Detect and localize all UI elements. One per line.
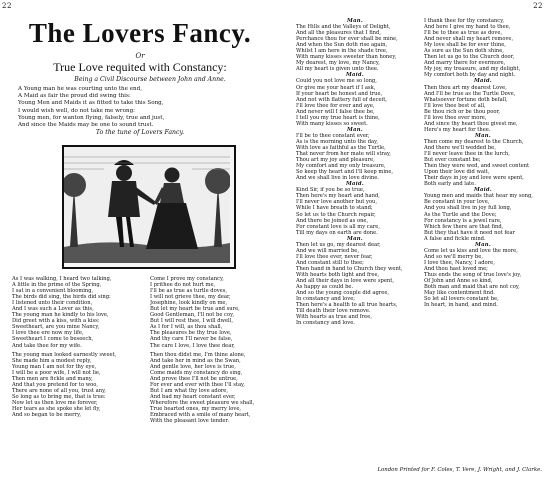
verse-column-2 bbox=[150, 276, 282, 424]
speaker-label: Maid. bbox=[473, 187, 492, 194]
speaker-label: Man. bbox=[475, 132, 491, 139]
intro-line: A Young man he was courting unto the end, bbox=[18, 86, 143, 92]
verse-line: As I was walking, I heard two talking, bbox=[12, 276, 112, 282]
verse-line: As is the morning unto the day, bbox=[296, 138, 378, 145]
verse-line: And marry there for evermore, bbox=[424, 60, 506, 67]
verse-line: I thank thee for thy constancy, bbox=[424, 18, 505, 24]
verse-line: If your heart be honest and true, bbox=[296, 90, 383, 97]
verse-line: Sweetheart, are you mine Nancy, bbox=[12, 324, 100, 331]
verse-line: Till death their love remove. bbox=[296, 308, 371, 315]
verse-line: With many kisses sweeter than honey, bbox=[296, 54, 397, 61]
verse-line: With the pleasant love tender. bbox=[150, 418, 229, 425]
verse-line: Then they were wed, and sweet content bbox=[424, 163, 530, 170]
verse-line: Here's my heart for thee. bbox=[424, 126, 491, 133]
ballad-title: The Lovers Fancy. bbox=[28, 18, 252, 48]
verse-line: Whatsoever fortune doth befall, bbox=[424, 96, 508, 103]
verse-line: Her tears as she spoke she let fly, bbox=[12, 405, 101, 412]
verse-line: There are none of all you, trust any, bbox=[12, 387, 106, 394]
verse-line: And we shall live in love divine. bbox=[296, 175, 379, 182]
verse-line: I prithee do not hurt me, bbox=[150, 282, 216, 289]
verse-line: Then let us go, my dearest dear, bbox=[296, 241, 381, 248]
verse-line: That never from her mate will stray, bbox=[296, 151, 391, 158]
verse-line: I'll be as true as turtle doves, bbox=[150, 288, 228, 295]
verse-line: Then here's a health to all true hearts, bbox=[296, 302, 398, 309]
verse-line: My love shall be for ever thine, bbox=[424, 42, 506, 49]
verse-line: I'll never leave thee in the lurch, bbox=[424, 151, 510, 158]
speaker-label: Man. bbox=[347, 235, 363, 242]
verse-line: The pleasures be thy true love, bbox=[150, 330, 232, 337]
verse-line: Of John and Anne so kind, bbox=[424, 278, 493, 285]
verse-line: Whilst I am here in the shade tree, bbox=[296, 48, 388, 55]
ballad-subtitle: True Love requited with Constancy: bbox=[53, 60, 227, 74]
verse-line: But I will rest thee, I will dwell, bbox=[150, 318, 234, 325]
verse-line: May like contentment find. bbox=[424, 290, 495, 297]
verse-line: With love as faithful as the Turtle, bbox=[296, 144, 386, 151]
verse-line: And so we'll merry be, bbox=[424, 253, 483, 260]
verse-line: But I am what thy love adore, bbox=[150, 387, 229, 394]
verse-line: Now let us then love me forever, bbox=[12, 399, 98, 406]
verse-line: I listened unto their condition, bbox=[12, 300, 93, 307]
verse-line: Be thou rich or be thou poor, bbox=[424, 108, 501, 115]
verse-line: And never will I false thee be, bbox=[296, 108, 375, 115]
verse-line: And there we'll wedded be, bbox=[424, 144, 496, 151]
verse-line: So long as to bring me, that is true: bbox=[12, 393, 106, 400]
verse-line: And that you pretend for to woo, bbox=[12, 381, 99, 388]
verse-line: With hearts both light and free, bbox=[296, 271, 380, 278]
verse-line: Then hand in hand to Church they went, bbox=[296, 265, 403, 272]
printer-imprint: London Printed for F. Coles, T. Vere, J. Wright, and J. Clarke. bbox=[377, 467, 542, 473]
verse-line: And thou hast loved me; bbox=[424, 265, 488, 272]
verse-line: Till my days on earth are done. bbox=[296, 229, 378, 236]
verse-line: And never shall my heart remove, bbox=[424, 36, 514, 43]
verse-line: True hearted ones, my merry love, bbox=[150, 405, 242, 412]
speaker-label: Maid. bbox=[473, 78, 492, 85]
verse-line: Or give me your heart if I ask, bbox=[296, 84, 376, 91]
verse-line: And so the young couple did agree, bbox=[296, 290, 390, 297]
verse-line: Good Gentleman, I'll not be coy, bbox=[150, 312, 234, 319]
verse-column-3 bbox=[296, 18, 414, 326]
verse-line: For constant love is all my care, bbox=[296, 223, 381, 230]
verse-line: A little in the prime of the Spring, bbox=[12, 282, 102, 289]
page-number-left: 22 bbox=[2, 2, 12, 10]
intro-line: I would wish well, do not take me wrong: bbox=[18, 107, 136, 114]
verse-line: I'll love thee for ever and aye, bbox=[296, 102, 375, 109]
verse-line: In constancy and love; bbox=[296, 296, 356, 303]
verse-line: And when the Sun doth rise again, bbox=[296, 42, 388, 49]
dialogue-note: Being a Civil Discourse between John and Anne. bbox=[74, 76, 226, 83]
verse-line: Wherefore the sweet pleasure we shall, bbox=[150, 399, 255, 406]
verse-line: I love thee, Nancy, I adore, bbox=[424, 259, 495, 266]
verse-line: Sweetheart I come to beseech, bbox=[12, 336, 94, 343]
verse-line: And bad my heart constant ever, bbox=[150, 393, 236, 400]
verse-line: She made him a modest reply, bbox=[12, 357, 92, 364]
verse-column-4 bbox=[424, 18, 542, 308]
verse-line: And take thee for my wife. bbox=[12, 342, 82, 349]
verse-line: As the Turtle and the Dove; bbox=[424, 211, 497, 218]
verse-line: Josephine, look kindly on me, bbox=[150, 300, 228, 307]
verse-line: But ever constant be; bbox=[424, 157, 481, 164]
verse-line: Then men are fickle and many, bbox=[12, 375, 93, 382]
verse-line: And since thy heart thou givest me, bbox=[424, 120, 518, 127]
verse-line: Come I prove my constancy, bbox=[150, 276, 224, 282]
verse-line: Upon their love did wait, bbox=[424, 169, 490, 176]
verse-line: While I have breath to stand; bbox=[296, 205, 373, 212]
verse-line: Which few there are that find, bbox=[424, 223, 504, 230]
verse-line: As happy as could be. bbox=[296, 284, 354, 291]
woodcut-couple-image bbox=[64, 147, 230, 263]
verse-line: And not with flattery full of deceit, bbox=[296, 96, 387, 103]
verse-column-1 bbox=[12, 276, 144, 418]
verse-line: Then here's my heart and hand, bbox=[296, 193, 380, 200]
verse-line: So let us to the Church repair, bbox=[296, 211, 376, 218]
verse-line: My dearest, my love, my Nancy, bbox=[296, 60, 380, 67]
verse-line: I'll love thee ever more, bbox=[424, 114, 487, 121]
verse-line: Their days in joy and love were spent, bbox=[424, 175, 524, 182]
verse-line: I'll be to thee constant ever, bbox=[296, 132, 370, 139]
verse-line: I will not grieve thee, my dear, bbox=[150, 294, 231, 301]
verse-line: In heart, in hand, and mind. bbox=[424, 302, 498, 309]
verse-line: My comfort and my only treasure, bbox=[296, 163, 386, 170]
speaker-label: Man. bbox=[347, 126, 363, 133]
verse-line: I'll love thee best of all, bbox=[424, 102, 486, 109]
intro-line: And since the Maids may be one to sound trust. bbox=[18, 122, 154, 129]
verse-line: As sure as the Sun doth shine, bbox=[424, 48, 504, 55]
verse-line: Thus ends the song of true love's joy, bbox=[424, 271, 522, 278]
verse-line: And here I give my hand to thee, bbox=[424, 24, 511, 31]
verse-line: Both man and maid that are not coy, bbox=[424, 284, 520, 291]
verse-line: Perchance thou for ever shall be mine, bbox=[296, 36, 398, 43]
verse-line: My comfort both by day and night. bbox=[424, 72, 516, 79]
verse-line: I will be a poor wife, I will not lie, bbox=[12, 369, 101, 376]
verse-line: A false and fickle mind. bbox=[424, 235, 486, 242]
verse-line: With hearts as true and free, bbox=[296, 314, 372, 321]
verse-line: With many kisses so sweet. bbox=[296, 120, 368, 127]
verse-line: I tell you my true heart is thine, bbox=[296, 114, 380, 121]
page-number-right: 22 bbox=[533, 2, 543, 10]
verse-line: The young man looked earnestly sweet, bbox=[12, 351, 117, 358]
speaker-label: Maid. bbox=[345, 72, 364, 79]
speaker-label: Man. bbox=[347, 18, 363, 24]
verse-line: I sat in a convenient blooming, bbox=[12, 288, 94, 295]
verse-line: And we will married be, bbox=[296, 247, 359, 254]
verse-line: But they that have it need not fear bbox=[424, 229, 515, 236]
verse-line: And prove thee I'll not be untrue, bbox=[150, 375, 238, 382]
intro-line: Young Men and Maids it as fitted to take this Song, bbox=[18, 100, 164, 107]
verse-line: And I'll be true as the Turtle Dove, bbox=[424, 90, 516, 97]
verse-line: The young man he kindly to his love, bbox=[12, 312, 109, 319]
verse-line: The Hills and the Valleys of Delight, bbox=[296, 24, 391, 31]
verse-line: The care I love, I love thee dear, bbox=[150, 342, 235, 349]
tune-line: To the tune of Lovers Fancy. bbox=[95, 129, 185, 136]
verse-line: My joy, my treasure, and my delight, bbox=[424, 66, 521, 73]
verse-line: In constancy and love. bbox=[296, 320, 355, 327]
verse-line: I'll never love another but you, bbox=[296, 199, 378, 206]
verse-line: Then come my dearest to the Church, bbox=[424, 138, 524, 145]
verse-line: So let all lovers constant be, bbox=[424, 296, 499, 303]
verse-line: And I was such a Lover as this, bbox=[12, 306, 94, 313]
verse-line: And all the pleasures that I find, bbox=[296, 30, 381, 37]
verse-line: Come let us kiss and love the more, bbox=[424, 247, 518, 254]
verse-line: And you shall live in joy full long, bbox=[424, 205, 512, 212]
verse-line: And there be joined as one, bbox=[296, 217, 369, 224]
verse-line: Thou art my joy and pleasure, bbox=[296, 157, 375, 164]
woodcut-illustration bbox=[62, 145, 236, 269]
verse-line: So keep thy heart and I'll keep mine, bbox=[296, 169, 394, 176]
verse-line: And gentle love, her love is true, bbox=[150, 363, 236, 370]
verse-line: But let my heart be true and sure, bbox=[150, 306, 240, 313]
verse-line: I'll be to thee as true as dove, bbox=[424, 30, 503, 37]
verse-line: Then thou art my dearest Love, bbox=[424, 84, 507, 91]
verse-line: For constancy is a jewel rare, bbox=[424, 217, 502, 224]
verse-line: Be constant in your love, bbox=[424, 199, 490, 206]
verse-line: I love thee ere now my life, bbox=[12, 330, 84, 337]
verse-line: Come maids my constancy do sing, bbox=[150, 369, 243, 376]
intro-line: Young men, for wanton flying, falsely, true and just, bbox=[18, 114, 165, 121]
intro-line: A Maid as fair the proud did swing this: bbox=[18, 93, 131, 100]
intro-verse bbox=[18, 86, 280, 129]
verse-line: Young men and maids that hear my song, bbox=[424, 193, 533, 200]
verse-line: Then thou didst me, I'm thine alone, bbox=[150, 351, 246, 358]
verse-line: As I for I will, as thou shall, bbox=[150, 324, 223, 331]
verse-line: And take her in mind as the Swan, bbox=[150, 357, 241, 364]
verse-line: Embraced with a smile of many heart, bbox=[150, 412, 251, 419]
verse-line: Kind Sir, if you be so true, bbox=[296, 187, 365, 194]
verse-line: All my heart is given unto thee. bbox=[296, 66, 379, 73]
speaker-label: Maid. bbox=[345, 181, 364, 188]
verse-line: And all their days in love were spent, bbox=[296, 278, 394, 285]
verse-line: Young man I am not for thy eye, bbox=[12, 363, 97, 370]
verse-line: I'll love thee ever, never fear, bbox=[296, 253, 373, 260]
or-label: Or bbox=[135, 52, 145, 60]
verse-line: For ever and ever with thee I'll stay, bbox=[150, 381, 245, 388]
verse-line: Then let us go to the Church door, bbox=[424, 54, 515, 61]
verse-line: Could you not love me so long, bbox=[296, 78, 377, 85]
verse-line: And constant still to thee; bbox=[296, 259, 364, 266]
verse-line: And so began to be merry, bbox=[12, 412, 82, 419]
verse-line: Did greet with a kiss, with a kiss: bbox=[12, 318, 100, 325]
verse-line: The birds did sing, the birds did sing: bbox=[12, 294, 111, 301]
verse-line: Both early and late. bbox=[424, 181, 476, 188]
speaker-label: Man. bbox=[475, 241, 491, 248]
verse-line: And thy care I'll never be false, bbox=[150, 336, 233, 343]
